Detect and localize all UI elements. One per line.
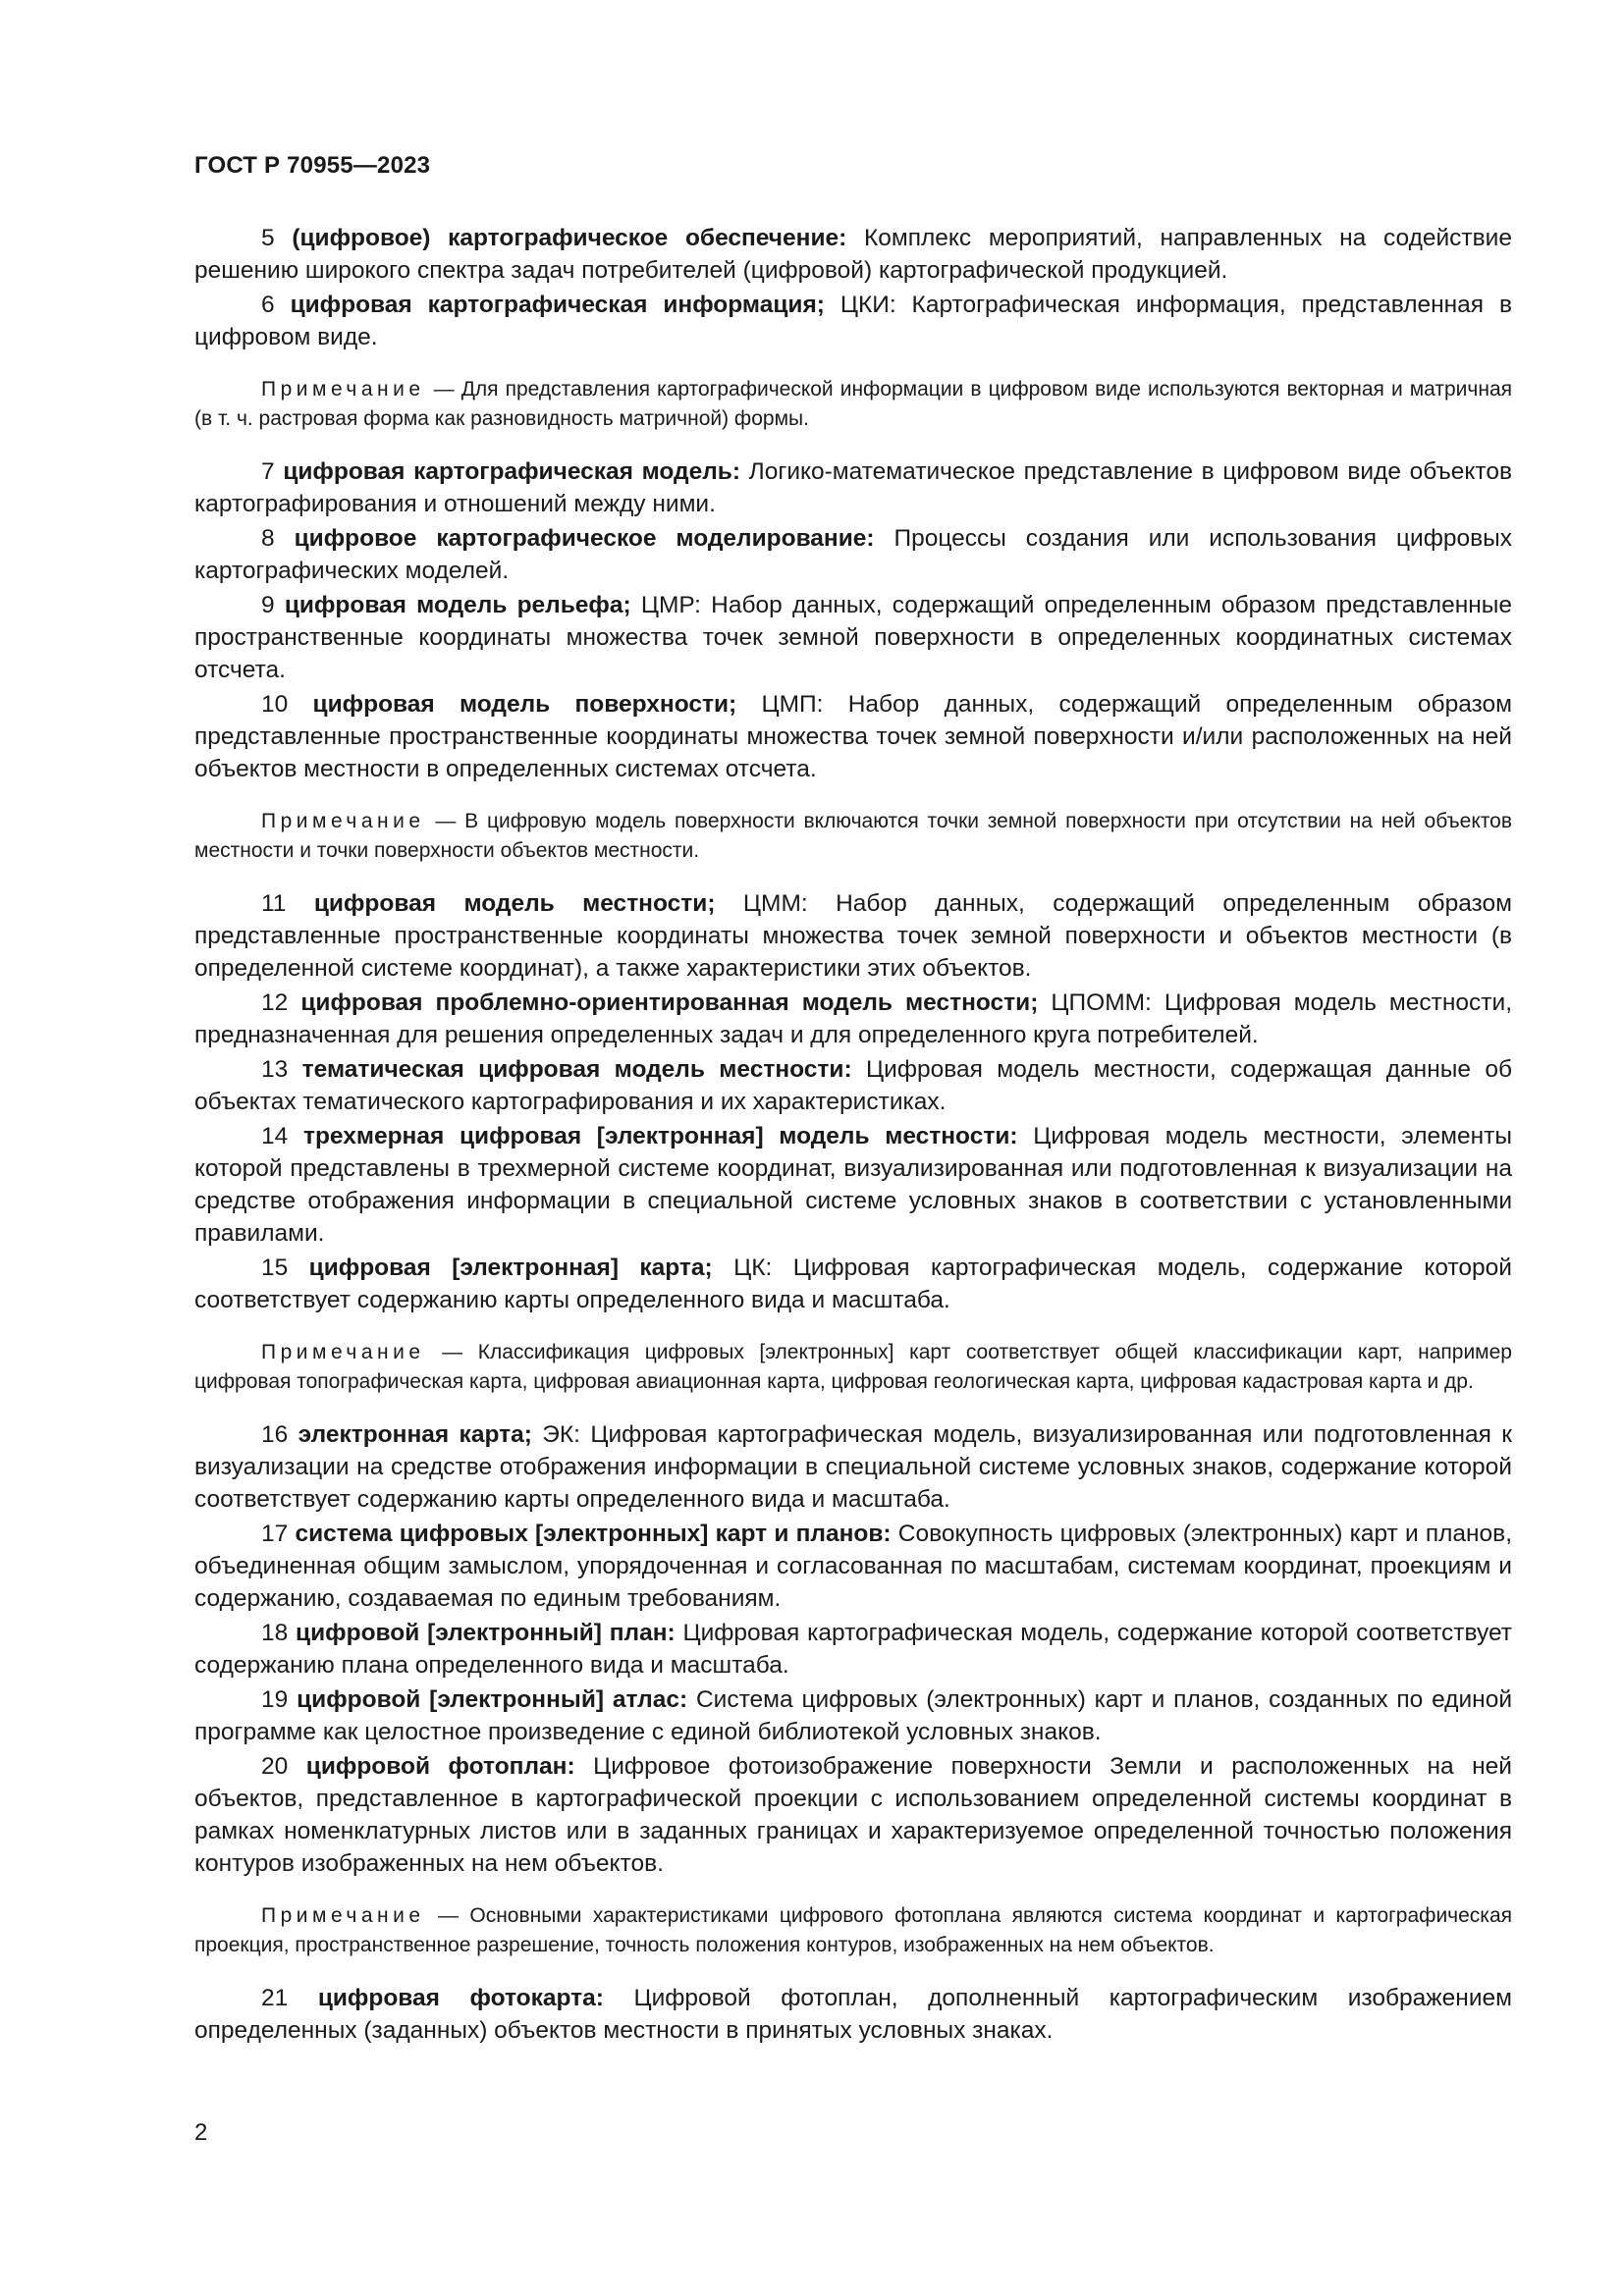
term-title: цифровая проблемно-ориентированная модель местности; [300, 989, 1039, 1016]
term-number: 21 [261, 1985, 289, 2011]
note-text: — Для представления картографической информации в цифровом виде используются векторная и матричная (в т. ч. растровая форма как разновидность матричной) формы. [194, 378, 1513, 430]
term-definition: Цифровая модель местности, элементы которой представлены в трехмерной системе координат, визуализированная или подготовленная к визуализации на средстве отображения информации в специальной системе условных знаков в соответствии с установленными правилами. [194, 1123, 1513, 1247]
note-label: Примечание [261, 378, 425, 400]
term-entry [194, 1982, 1512, 2047]
term-entry [194, 1683, 1512, 1748]
note [194, 375, 1512, 434]
term-title: (цифровое) картографическое обеспечение: [292, 225, 847, 251]
term-number: 14 [261, 1123, 289, 1149]
term-definition: ЦПОММ: Цифровая модель местности, предназначенная для решения определенных задач и для определенного круга потребителей. [194, 989, 1512, 1048]
term-definition: ЦКИ: Картографическая информация, представленная в цифровом виде. [194, 292, 1512, 350]
note [194, 807, 1512, 866]
term-title: цифровой [электронный] план: [296, 1620, 676, 1646]
term-definition: ЦК: Цифровая картографическая модель, содержание которой соответствует содержанию карты определенного вида и масштаба. [194, 1255, 1512, 1313]
term-entry [194, 987, 1512, 1051]
term-entry [194, 1252, 1512, 1316]
note-label: Примечание [261, 810, 425, 832]
term-number: 18 [261, 1620, 289, 1646]
term-entry [194, 589, 1512, 686]
term-entry [194, 1053, 1512, 1118]
term-number: 13 [261, 1056, 289, 1083]
term-definition: Совокупность цифровых (электронных) карт и планов, объединенная общим замыслом, упорядоченная и согласованная по масштабам, системам координат, проекциям и содержанию, создаваемая по единым требованиям. [194, 1521, 1513, 1612]
term-title: цифровая [электронная] карта; [308, 1255, 713, 1281]
term-definition: Система цифровых (электронных) карт и планов, созданных по единой программе как целостное произведение с единой библиотекой условных знаков. [194, 1686, 1513, 1745]
term-title: цифровой фотоплан: [305, 1753, 575, 1780]
term-entry [194, 688, 1512, 785]
term-title: цифровая фотокарта: [317, 1985, 604, 2011]
page-number: 2 [194, 2119, 208, 2146]
term-entry [194, 455, 1512, 520]
note [194, 1338, 1512, 1397]
term-title: система цифровых [электронных] карт и планов: [295, 1521, 892, 1547]
term-number: 16 [261, 1421, 289, 1448]
term-definition: Цифровой фотоплан, дополненный картографическим изображением определенных (заданных) объектов местности в принятых условных знаках. [194, 1985, 1512, 2044]
term-title: тематическая цифровая модель местности: [301, 1056, 852, 1083]
term-definition: Цифровое фотоизображение поверхности Земли и расположенных на ней объектов, представленное в картографической проекции с использованием определенной системы координат в рамках номенклатурных листов или в заданных границах и характеризуемое определенной точностью положения контуров изображенных на нем объектов. [194, 1753, 1512, 1877]
term-number: 17 [261, 1521, 289, 1547]
term-number: 12 [261, 989, 289, 1016]
term-number: 11 [261, 890, 287, 917]
note-label: Примечание [261, 1341, 425, 1363]
note-text: — Классификация цифровых [электронных] карт соответствует общей классификации карт, например цифровая топографическая карта, цифровая авиационная карта, цифровая геологическая карта, цифровая кадастровая карта и др. [194, 1341, 1512, 1393]
term-entry [194, 289, 1512, 353]
term-definition: Цифровая картографическая модель, содержание которой соответствует содержанию плана определенного вида и масштаба. [194, 1620, 1512, 1679]
term-number: 10 [261, 691, 289, 718]
term-number: 7 [261, 458, 275, 485]
term-number: 6 [261, 292, 275, 318]
note-text: — Основными характеристиками цифрового фотоплана являются система координат и картографическая проекция, пространственное разрешение, точность положения контуров, изображенных на нем объектов. [194, 1904, 1512, 1956]
term-title: цифровая картографическая модель: [283, 458, 741, 485]
term-title: цифровая модель поверхности; [312, 691, 737, 718]
term-title: цифровой [электронный] атлас: [297, 1686, 688, 1713]
term-entry [194, 887, 1512, 985]
term-entry [194, 1518, 1512, 1615]
note [194, 1901, 1512, 1960]
term-title: цифровая модель местности; [313, 890, 716, 917]
term-number: 8 [261, 525, 275, 552]
term-title: электронная карта; [298, 1421, 532, 1448]
term-entry [194, 1617, 1512, 1682]
term-title: цифровая картографическая информация; [290, 292, 825, 318]
term-definition: ЭК: Цифровая картографическая модель, визуализированная или подготовленная к визуализации на средстве отображения информации в специальной системе условных знаков, содержание которой соответствует содержанию карты определенного вида и масштаба. [194, 1421, 1513, 1513]
note-text: — В цифровую модель поверхности включаются точки земной поверхности при отсутствии на ней объектов местности и точки поверхности объектов местности. [194, 810, 1512, 862]
term-definition: ЦМП: Набор данных, содержащий определенным образом представленные пространственные координаты множества точек земной поверхности и/или расположенных на ней объектов местности в определенных системах отсчета. [194, 691, 1512, 782]
term-number: 20 [261, 1753, 289, 1780]
term-definition: Логико-математическое представление в цифровом виде объектов картографирования и отношений между ними. [194, 458, 1512, 517]
term-definition: Процессы создания или использования цифровых картографических моделей. [194, 525, 1512, 584]
term-entry [194, 1418, 1512, 1516]
term-definition: ЦМР: Набор данных, содержащий определенным образом представленные пространственные координаты множества точек земной поверхности в определенных координатных системах отсчета. [194, 592, 1512, 683]
note-label: Примечание [261, 1904, 425, 1927]
term-definition: Комплекс мероприятий, направленных на содействие решению широкого спектра задач потребителей (цифровой) картографической продукцией. [194, 225, 1512, 284]
document-header: ГОСТ Р 70955—2023 [194, 152, 431, 179]
term-entry [194, 1120, 1512, 1250]
term-title: цифровое картографическое моделирование: [294, 525, 875, 552]
term-entry [194, 222, 1512, 287]
term-number: 5 [261, 225, 275, 251]
term-definition: ЦММ: Набор данных, содержащий определенным образом представленные пространственные координаты множества точек земной поверхности и объектов местности (в определенной системе координат), а также характеристики этих объектов. [194, 890, 1512, 982]
term-number: 19 [261, 1686, 289, 1713]
term-entry [194, 522, 1512, 587]
term-entry [194, 1750, 1512, 1880]
term-definition: Цифровая модель местности, содержащая данные об объектах тематического картографирования и их характеристиках. [194, 1056, 1513, 1115]
term-number: 15 [261, 1255, 289, 1281]
term-number: 9 [261, 592, 275, 618]
term-title: цифровая модель рельефа; [284, 592, 631, 618]
term-title: трехмерная цифровая [электронная] модель местности: [302, 1123, 1018, 1149]
terms-list [194, 222, 1512, 2049]
